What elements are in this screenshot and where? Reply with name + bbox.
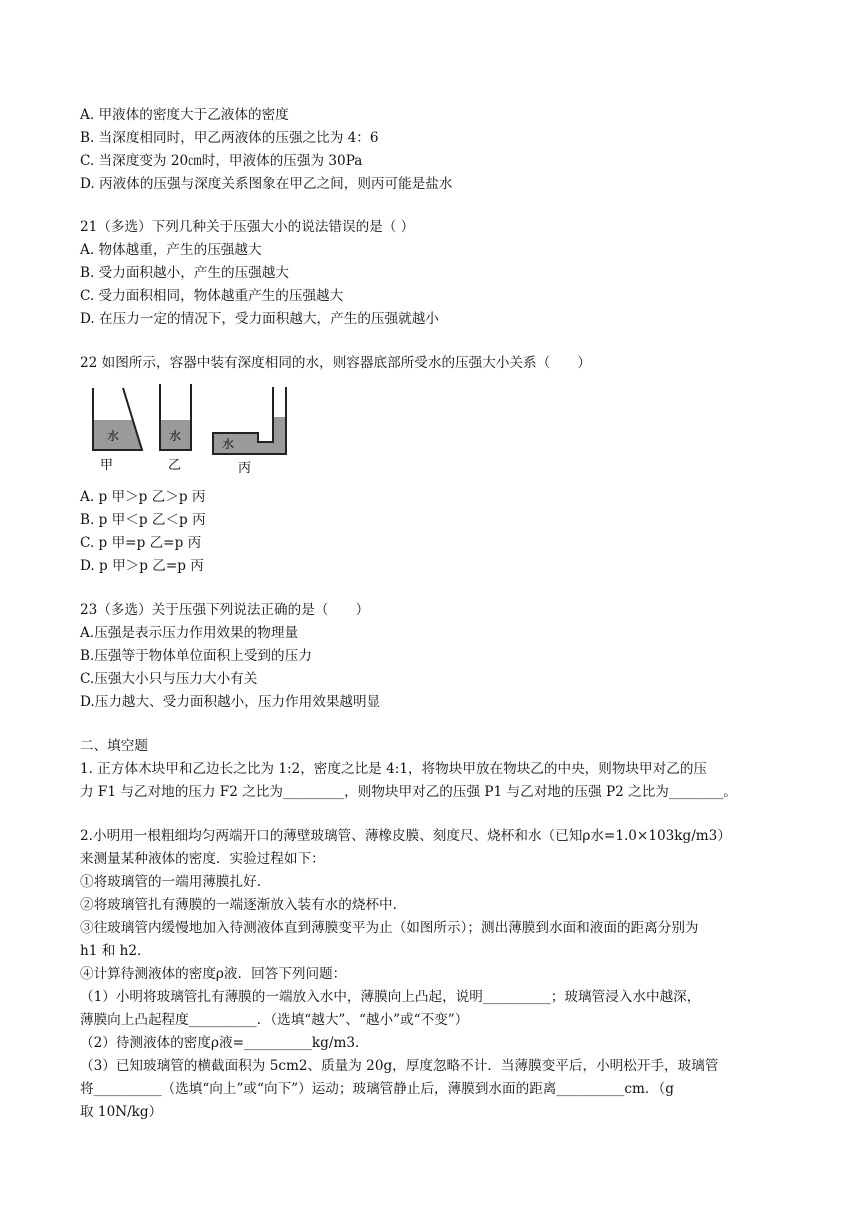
q22-option-d: D. p 甲＞p 乙=p 丙 <box>80 558 204 574</box>
q23-option-a: A.压强是表示压力作用效果的物理量 <box>80 625 299 641</box>
q20-option-c: C. 当深度变为 20㎝时，甲液体的压强为 30Pa <box>80 153 363 169</box>
fill-q2-line-1: 2.小明用一根粗细均匀两端开口的薄壁玻璃管、薄橡皮膜、刻度尺、烧杯和水（已知ρ水=1.0×103kg/m3） <box>80 828 731 844</box>
q22-stem: 22 如图所示，容器中装有深度相同的水，则容器底部所受水的压强大小关系（ ） <box>80 355 591 371</box>
fill-q2-sub-3-end: 取 10N/kg） <box>80 1104 163 1120</box>
fill-q1-line-1: 1. 正方体木块甲和乙边长之比为 1:2，密度之比是 4:1，将物块甲放在物块乙的中央，则物块甲对乙的压 <box>80 761 708 777</box>
container-jia-water-label: 水 <box>107 429 120 443</box>
fill-q2-sub-1-cont: 薄膜向上凸起程度__________．（选填“越大”、“越小”或“不变”） <box>80 1012 469 1028</box>
q20-option-b: B. 当深度相同时，甲乙两液体的压强之比为 4：6 <box>80 130 379 146</box>
q21-option-c: C. 受力面积相同，物体越重产生的压强越大 <box>80 288 344 304</box>
q22-containers-figure <box>80 384 300 480</box>
container-jia-label: 甲 <box>100 458 114 473</box>
container-yi <box>160 384 191 473</box>
q23-option-d: D.压力越大、受力面积越小，压力作用效果越明显 <box>80 694 381 710</box>
q21-option-a: A. 物体越重，产生的压强越大 <box>80 242 262 258</box>
q22-option-c: C. p 甲=p 乙=p 丙 <box>80 535 202 551</box>
q22-option-a: A. p 甲＞p 乙＞p 丙 <box>80 489 206 505</box>
container-bing <box>213 387 286 476</box>
q22-option-b: B. p 甲＜p 乙＜p 丙 <box>80 512 206 528</box>
container-yi-water-label: 水 <box>169 429 182 443</box>
q23-option-c: C.压强大小只与压力大小有关 <box>80 671 258 687</box>
fill-q2-step-3-cont: h1 和 h2． <box>80 943 151 959</box>
q21-stem: 21（多选）下列几种关于压强大小的说法错误的是（ ） <box>80 219 415 235</box>
fill-q2-sub-3: （3）已知玻璃管的横截面积为 5cm2、质量为 20g，厚度忽略不计．当薄膜变平后，小明松开手，玻璃管 <box>80 1058 719 1074</box>
fill-q2-step-3: ③往玻璃管内缓慢地加入待测液体直到薄膜变平为止（如图所示）；测出薄膜到水面和液面的距离分别为 <box>80 920 699 936</box>
fill-q2-sub-1: （1）小明将玻璃管扎有薄膜的一端放入水中，薄膜向上凸起，说明__________；玻璃管浸入水中越深， <box>80 989 701 1005</box>
q20-option-a: A. 甲液体的密度大于乙液体的密度 <box>80 107 289 123</box>
fill-q2-step-2: ②将玻璃管扎有薄膜的一端逐渐放入装有水的烧杯中． <box>80 897 407 913</box>
q23-option-b: B.压强等于物体单位面积上受到的压力 <box>80 648 312 664</box>
container-bing-water-label: 水 <box>222 437 235 451</box>
container-jia <box>93 388 142 473</box>
container-yi-label: 乙 <box>168 458 182 473</box>
fill-q2-line-2: 来测量某种液体的密度．实验过程如下： <box>80 851 325 867</box>
fill-q1-line-2: 力 F1 与乙对地的压力 F2 之比为_________，则物块甲对乙的压强 P1 与乙对地的压强 P2 之比为________。 <box>80 784 737 800</box>
fill-q2-step-1: ①将玻璃管的一端用薄膜扎好． <box>80 874 271 890</box>
fill-q2-sub-2: （2）待测液体的密度ρ液=__________kg/m3． <box>80 1035 369 1051</box>
q23-stem: 23（多选）关于压强下列说法正确的是（ ） <box>80 602 370 618</box>
fill-q2-step-4: ④计算待测液体的密度ρ液．回答下列问题： <box>80 966 347 982</box>
container-bing-label: 丙 <box>238 461 252 476</box>
q20-option-d: D. 丙液体的压强与深度关系图象在甲乙之间，则丙可能是盐水 <box>80 176 453 192</box>
section-heading: 二、填空题 <box>80 738 148 754</box>
q21-option-d: D. 在压力一定的情况下，受力面积越大，产生的压强就越小 <box>80 311 439 327</box>
fill-q2-sub-3-cont: 将__________（选填“向上”或“向下”）运动；玻璃管静止后，薄膜到水面的距离__________cm．（g <box>80 1081 674 1097</box>
q21-option-b: B. 受力面积越小，产生的压强越大 <box>80 265 289 281</box>
